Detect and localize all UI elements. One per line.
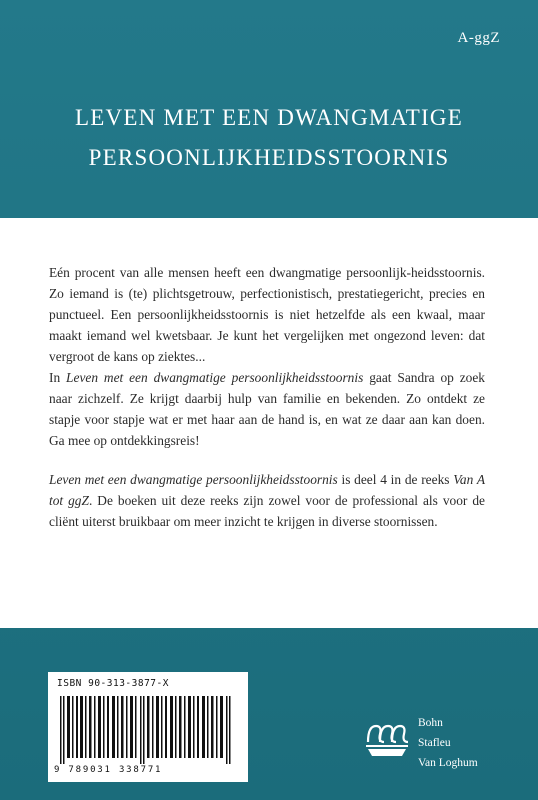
barcode-icon <box>60 696 236 764</box>
ean-number: 9 789031 338771 <box>54 765 163 775</box>
blurb-text <box>49 262 485 532</box>
blurb-paragraph-1: Eén procent van alle mensen heeft een dwangmatige persoonlijk-heidsstoornis. Zo iemand is (te) plichtsgetrouw, perfectionistisch, prestatiegericht, precies en punctueel. Een persoonlijkheidsstoornis is niet hetzelfde als een kwaal, maar maakt iemand wel kwetsbaar. Je kunt het vergelijken met ongezond leven: dat vergroot de kans op ziektes... <box>49 265 485 364</box>
title-line-2: PERSOONLIJKHEIDSSTOORNIS <box>88 145 450 170</box>
series-label: A-ggZ <box>457 30 500 46</box>
p2-book-title: Leven met een dwangmatige persoonlijkheidsstoornis <box>66 370 364 385</box>
blurb-paragraph-3 <box>49 469 485 532</box>
p3-rest: . De boeken uit deze reeks zijn zowel voor de professional als voor de cliënt uiterst bruikbaar om meer inzicht te krijgen in diverse stoornissen. <box>49 493 486 529</box>
p2-prefix: In <box>49 370 67 385</box>
p2-rest: gaat Sandra op zoek naar zichzelf. Ze krijgt daarbij hulp van familie en bekenden. Zo ontdekt ze stapje voor stapje wat er met haar aan de hand is, en wat ze daar aan kan doen. Ga mee op ontdekkingsreis! <box>49 370 485 448</box>
book-title <box>0 98 538 178</box>
publisher-line-1: Bohn <box>418 717 443 729</box>
publisher-name <box>418 713 478 773</box>
p3-series-name: Van A tot ggZ <box>49 472 486 508</box>
p3-mid: is deel 4 in de reeks <box>337 472 454 487</box>
isbn-number: ISBN 90-313-3877-X <box>57 678 169 689</box>
barcode-label <box>48 672 248 782</box>
title-line-1: LEVEN MET EEN DWANGMATIGE <box>75 105 463 130</box>
publisher-line-3: Van Loghum <box>418 757 478 769</box>
p3-book-title: Leven met een dwangmatige persoonlijkheidsstoornis <box>49 472 338 487</box>
publisher-line-2: Stafleu <box>418 737 451 749</box>
publisher-logo-icon <box>362 712 412 762</box>
blurb-paragraph-2 <box>49 367 485 451</box>
